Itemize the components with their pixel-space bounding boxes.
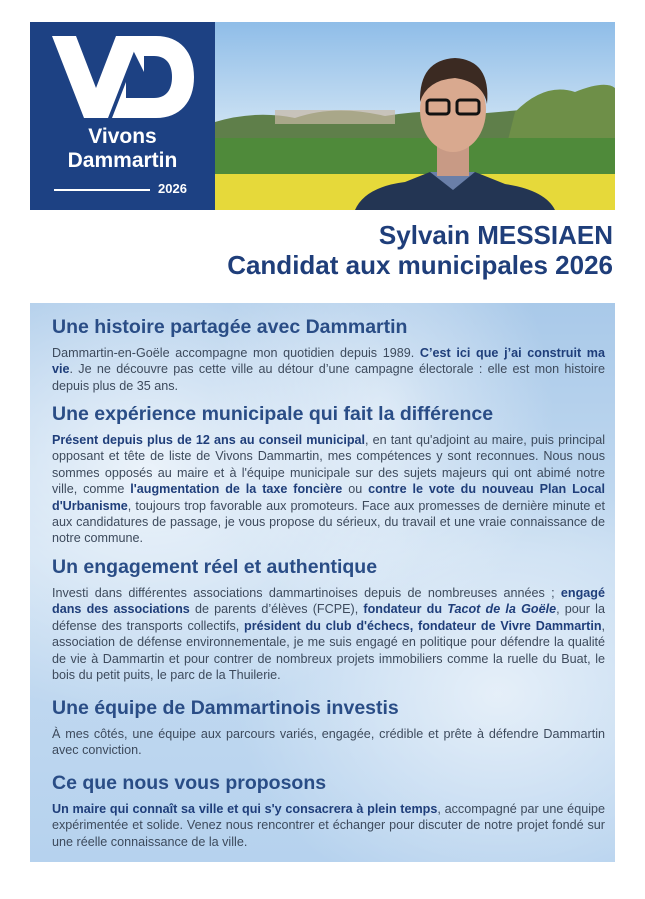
body-text: , accompagné par une équipe expérimentée et solide. Venez nous rencontrer et échanger pour discuter de notre projet fondé sur une réelle connaissance de la ville.: [52, 802, 606, 849]
emphasis-text: l'augmentation de la taxe foncière: [130, 482, 343, 497]
candidate-subtitle: Candidat aux municipales 2026: [227, 250, 613, 280]
vd-monogram-icon: [52, 36, 194, 118]
body-text: de parents d’élèves (FCPE),: [189, 602, 364, 617]
body-text: , en tant qu'adjoint au maire, puis principal opposant et tête de liste de Vivons Dammartin, mes compétences y sont reconnues. Nous nous sommes opposés au maire et à l'équipe municipale sur des sujets majeurs qui ont abimé notre ville, comme: [52, 433, 606, 497]
section-title: Un engagement réel et authentique: [52, 556, 378, 578]
body-text: Investi dans différentes associations dammartinoises depuis de nombreuses années ;: [52, 586, 561, 600]
section-engagement: [52, 555, 605, 683]
section-body: [52, 432, 605, 547]
candidate-name: Sylvain MESSIAEN: [378, 220, 613, 250]
section-title: Une équipe de Dammartinois investis: [52, 697, 399, 719]
section-title: Ce que nous vous proposons: [52, 772, 327, 794]
emphasis-text: Tacot de la Goële: [447, 602, 557, 617]
body-text: Dammartin-en-Goële accompagne mon quotidien depuis 1989.: [52, 346, 420, 360]
body-text: . Je ne découvre pas cette ville au détour d’une campagne électorale : elle est mon histoire depuis plus de 35 ans.: [52, 362, 605, 393]
section-title: Une expérience municipale qui fait la différence: [52, 403, 494, 425]
logo-year: 2026: [158, 181, 187, 196]
section-body: [52, 585, 605, 683]
emphasis-text: Un maire qui connaît sa ville et qui s'y consacrera à plein temps: [52, 802, 438, 816]
logo-rule: [54, 189, 150, 191]
section-body: [52, 801, 605, 850]
vivons-dammartin-logo: [30, 22, 215, 210]
body-text: À mes côtés, une équipe aux parcours variés, engagée, crédible et prête à défendre Dammartin avec conviction.: [52, 727, 605, 758]
body-text: , association de défense environnementale, je me suis engagé en politique pour défendre la qualité de vie à Dammartin et pour contrer de nombreux projets immobiliers comme la ruelle du Buat, le bois du petit puits, le parc de la Thuilerie.: [52, 618, 606, 683]
page-title: [227, 220, 613, 280]
section-body: [52, 726, 605, 759]
emphasis-text: engagé dans des associations: [52, 586, 605, 617]
section-title: Une histoire partagée avec Dammartin: [52, 316, 408, 338]
body-text: , pour la défense des transports collectifs,: [52, 602, 605, 633]
section-experience: [52, 402, 605, 547]
section-body: [52, 345, 605, 394]
emphasis-text: fondateur du: [363, 602, 448, 617]
logo-line-1: Vivons: [88, 125, 157, 148]
candidate-photo: [215, 22, 615, 210]
emphasis-text: Présent depuis plus de 12 ans au conseil municipal: [52, 433, 366, 447]
content-panel: [30, 303, 615, 862]
body-text: ou: [342, 482, 369, 497]
logo-line-2: Dammartin: [67, 149, 178, 172]
emphasis-text: contre le vote du nouveau Plan Local d'Urbanisme: [52, 482, 605, 513]
body-text: , toujours trop favorable aux promoteurs. Face aux promesses de dernière minute et aux candidatures de passage, je vous propose du sérieux, du travail et une vraie connaissance de notre commune.: [52, 498, 605, 546]
emphasis-text: président du club d'échecs, fondateur de Vivre Dammartin: [244, 618, 602, 633]
emphasis-text: C’est ici que j’ai construit ma vie: [52, 346, 605, 377]
section-histoire: [52, 315, 605, 394]
section-propositions: [52, 771, 605, 850]
section-equipe: [52, 696, 605, 759]
